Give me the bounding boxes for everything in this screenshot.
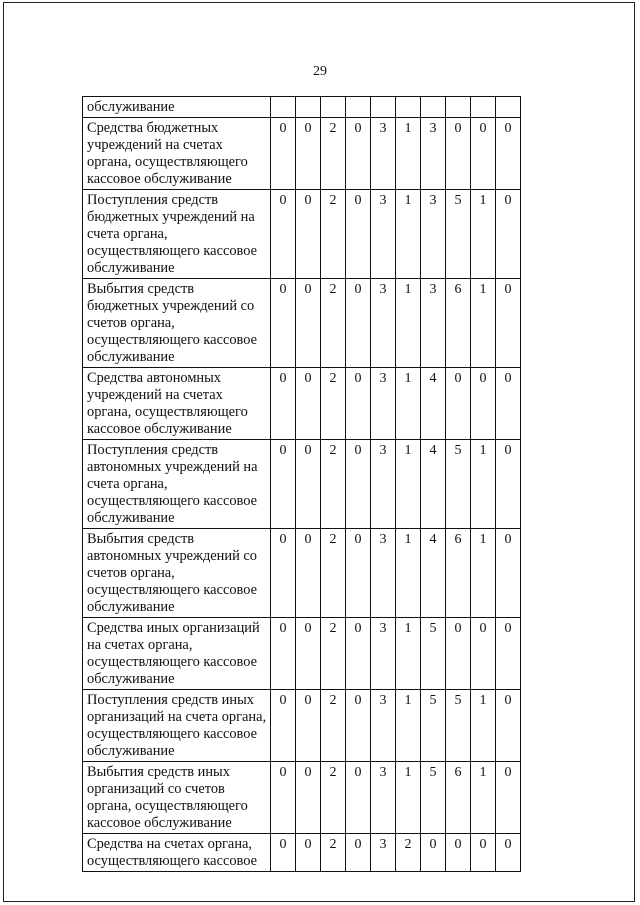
code-digit: 0 bbox=[471, 118, 496, 190]
code-digit: 3 bbox=[421, 190, 446, 279]
code-digit: 0 bbox=[296, 690, 321, 762]
code-digit: 0 bbox=[346, 834, 371, 872]
code-digit: 1 bbox=[396, 690, 421, 762]
code-digit: 1 bbox=[471, 762, 496, 834]
code-digit bbox=[496, 97, 521, 118]
code-digit: 0 bbox=[271, 279, 296, 368]
table-row bbox=[83, 190, 521, 279]
code-digit bbox=[421, 97, 446, 118]
code-digit: 0 bbox=[271, 440, 296, 529]
code-digit: 1 bbox=[396, 190, 421, 279]
row-label: Средства бюджетных учреждений на счетах органа, осуществляющего кассовое обслуживание bbox=[83, 118, 271, 190]
row-label: Средства автономных учреждений на счетах органа, осуществляющего кассовое обслуживание bbox=[83, 368, 271, 440]
code-digit: 0 bbox=[496, 618, 521, 690]
row-label: Выбытия средств автономных учреждений со счетов органа, осуществляющего кассовое обслуживание bbox=[83, 529, 271, 618]
table-row bbox=[83, 279, 521, 368]
code-digit: 2 bbox=[321, 190, 346, 279]
table-row bbox=[83, 118, 521, 190]
row-label: Выбытия средств бюджетных учреждений со счетов органа, осуществляющего кассовое обслуживание bbox=[83, 279, 271, 368]
code-digit: 6 bbox=[446, 279, 471, 368]
code-digit: 2 bbox=[321, 368, 346, 440]
code-digit: 1 bbox=[396, 618, 421, 690]
code-digit: 3 bbox=[371, 618, 396, 690]
code-digit: 0 bbox=[296, 440, 321, 529]
code-digit: 0 bbox=[496, 440, 521, 529]
code-digit: 3 bbox=[421, 118, 446, 190]
code-digit: 3 bbox=[371, 279, 396, 368]
table-row bbox=[83, 834, 521, 872]
code-digit: 1 bbox=[396, 368, 421, 440]
code-digit: 5 bbox=[446, 690, 471, 762]
code-digit: 0 bbox=[446, 368, 471, 440]
row-label: Поступления средств бюджетных учреждений на счета органа, осуществляющего кассовое обслуживание bbox=[83, 190, 271, 279]
code-digit: 2 bbox=[321, 529, 346, 618]
code-digit: 6 bbox=[446, 762, 471, 834]
row-label: Выбытия средств иных организаций со счетов органа, осуществляющего кассовое обслуживание bbox=[83, 762, 271, 834]
code-digit: 2 bbox=[321, 118, 346, 190]
code-digit: 4 bbox=[421, 440, 446, 529]
table-row bbox=[83, 690, 521, 762]
code-digit: 0 bbox=[271, 118, 296, 190]
code-digit: 0 bbox=[346, 368, 371, 440]
row-label: Поступления средств иных организаций на счета органа, осуществляющего кассовое обслуживание bbox=[83, 690, 271, 762]
code-digit: 0 bbox=[496, 762, 521, 834]
code-digit: 0 bbox=[346, 440, 371, 529]
code-digit: 0 bbox=[471, 618, 496, 690]
code-digit: 0 bbox=[271, 618, 296, 690]
code-digit bbox=[446, 97, 471, 118]
table-row bbox=[83, 97, 521, 118]
code-digit: 3 bbox=[371, 118, 396, 190]
code-digit: 0 bbox=[296, 529, 321, 618]
code-digit bbox=[296, 97, 321, 118]
code-digit: 0 bbox=[296, 368, 321, 440]
code-digit: 1 bbox=[396, 529, 421, 618]
code-digit bbox=[271, 97, 296, 118]
code-digit: 3 bbox=[371, 368, 396, 440]
code-digit: 0 bbox=[271, 834, 296, 872]
code-digit: 1 bbox=[396, 279, 421, 368]
code-digit: 1 bbox=[396, 762, 421, 834]
code-digit: 1 bbox=[471, 529, 496, 618]
code-digit: 0 bbox=[496, 190, 521, 279]
code-digit: 0 bbox=[296, 118, 321, 190]
code-digit: 1 bbox=[471, 190, 496, 279]
code-digit: 0 bbox=[346, 618, 371, 690]
code-digit: 0 bbox=[496, 368, 521, 440]
code-digit: 3 bbox=[371, 834, 396, 872]
code-digit: 2 bbox=[321, 762, 346, 834]
code-digit: 0 bbox=[496, 279, 521, 368]
code-digit: 0 bbox=[346, 279, 371, 368]
code-digit: 0 bbox=[496, 529, 521, 618]
code-digit: 6 bbox=[446, 529, 471, 618]
code-digit: 5 bbox=[421, 762, 446, 834]
code-digit: 0 bbox=[271, 529, 296, 618]
code-digit: 2 bbox=[321, 618, 346, 690]
code-digit: 0 bbox=[446, 118, 471, 190]
page-number: 29 bbox=[313, 64, 327, 79]
code-digit: 0 bbox=[296, 279, 321, 368]
code-digit: 0 bbox=[446, 618, 471, 690]
row-label: обслуживание bbox=[83, 97, 271, 118]
row-label: Поступления средств автономных учреждений на счета органа, осуществляющего кассовое обслуживание bbox=[83, 440, 271, 529]
code-digit: 3 bbox=[371, 440, 396, 529]
code-digit: 0 bbox=[271, 368, 296, 440]
code-digit: 0 bbox=[271, 690, 296, 762]
code-digit bbox=[346, 97, 371, 118]
code-digit: 0 bbox=[346, 190, 371, 279]
code-digit: 0 bbox=[496, 834, 521, 872]
code-digit: 0 bbox=[421, 834, 446, 872]
table-row bbox=[83, 440, 521, 529]
code-digit: 3 bbox=[421, 279, 446, 368]
code-digit bbox=[396, 97, 421, 118]
code-digit: 0 bbox=[471, 368, 496, 440]
row-label: Средства иных организаций на счетах органа, осуществляющего кассовое обслуживание bbox=[83, 618, 271, 690]
code-digit: 0 bbox=[296, 618, 321, 690]
row-label: Средства на счетах органа, осуществляющего кассовое bbox=[83, 834, 271, 872]
table-row bbox=[83, 762, 521, 834]
table-row bbox=[83, 368, 521, 440]
code-digit bbox=[321, 97, 346, 118]
code-digit: 0 bbox=[496, 690, 521, 762]
code-digit: 5 bbox=[421, 618, 446, 690]
code-digit: 1 bbox=[471, 440, 496, 529]
code-digit bbox=[371, 97, 396, 118]
code-digit: 3 bbox=[371, 529, 396, 618]
code-digit: 0 bbox=[296, 190, 321, 279]
code-digit: 1 bbox=[396, 440, 421, 529]
code-digit: 3 bbox=[371, 690, 396, 762]
code-digit: 5 bbox=[446, 190, 471, 279]
code-digit: 2 bbox=[396, 834, 421, 872]
code-digit: 2 bbox=[321, 834, 346, 872]
code-digit: 0 bbox=[346, 529, 371, 618]
code-digit: 0 bbox=[471, 834, 496, 872]
code-digit: 0 bbox=[271, 190, 296, 279]
account-codes-table bbox=[82, 96, 521, 872]
code-digit: 0 bbox=[496, 118, 521, 190]
code-digit: 0 bbox=[346, 762, 371, 834]
code-digit: 2 bbox=[321, 440, 346, 529]
code-digit: 0 bbox=[446, 834, 471, 872]
code-digit: 4 bbox=[421, 368, 446, 440]
code-digit: 2 bbox=[321, 690, 346, 762]
code-digit: 0 bbox=[271, 762, 296, 834]
code-digit: 3 bbox=[371, 190, 396, 279]
code-digit: 0 bbox=[346, 118, 371, 190]
table-row bbox=[83, 529, 521, 618]
code-digit bbox=[471, 97, 496, 118]
code-digit: 0 bbox=[346, 690, 371, 762]
code-digit: 4 bbox=[421, 529, 446, 618]
code-digit: 2 bbox=[321, 279, 346, 368]
code-digit: 0 bbox=[296, 834, 321, 872]
code-digit: 5 bbox=[421, 690, 446, 762]
code-digit: 3 bbox=[371, 762, 396, 834]
code-digit: 1 bbox=[471, 279, 496, 368]
code-digit: 0 bbox=[296, 762, 321, 834]
code-digit: 1 bbox=[396, 118, 421, 190]
table-row bbox=[83, 618, 521, 690]
code-digit: 5 bbox=[446, 440, 471, 529]
code-digit: 1 bbox=[471, 690, 496, 762]
